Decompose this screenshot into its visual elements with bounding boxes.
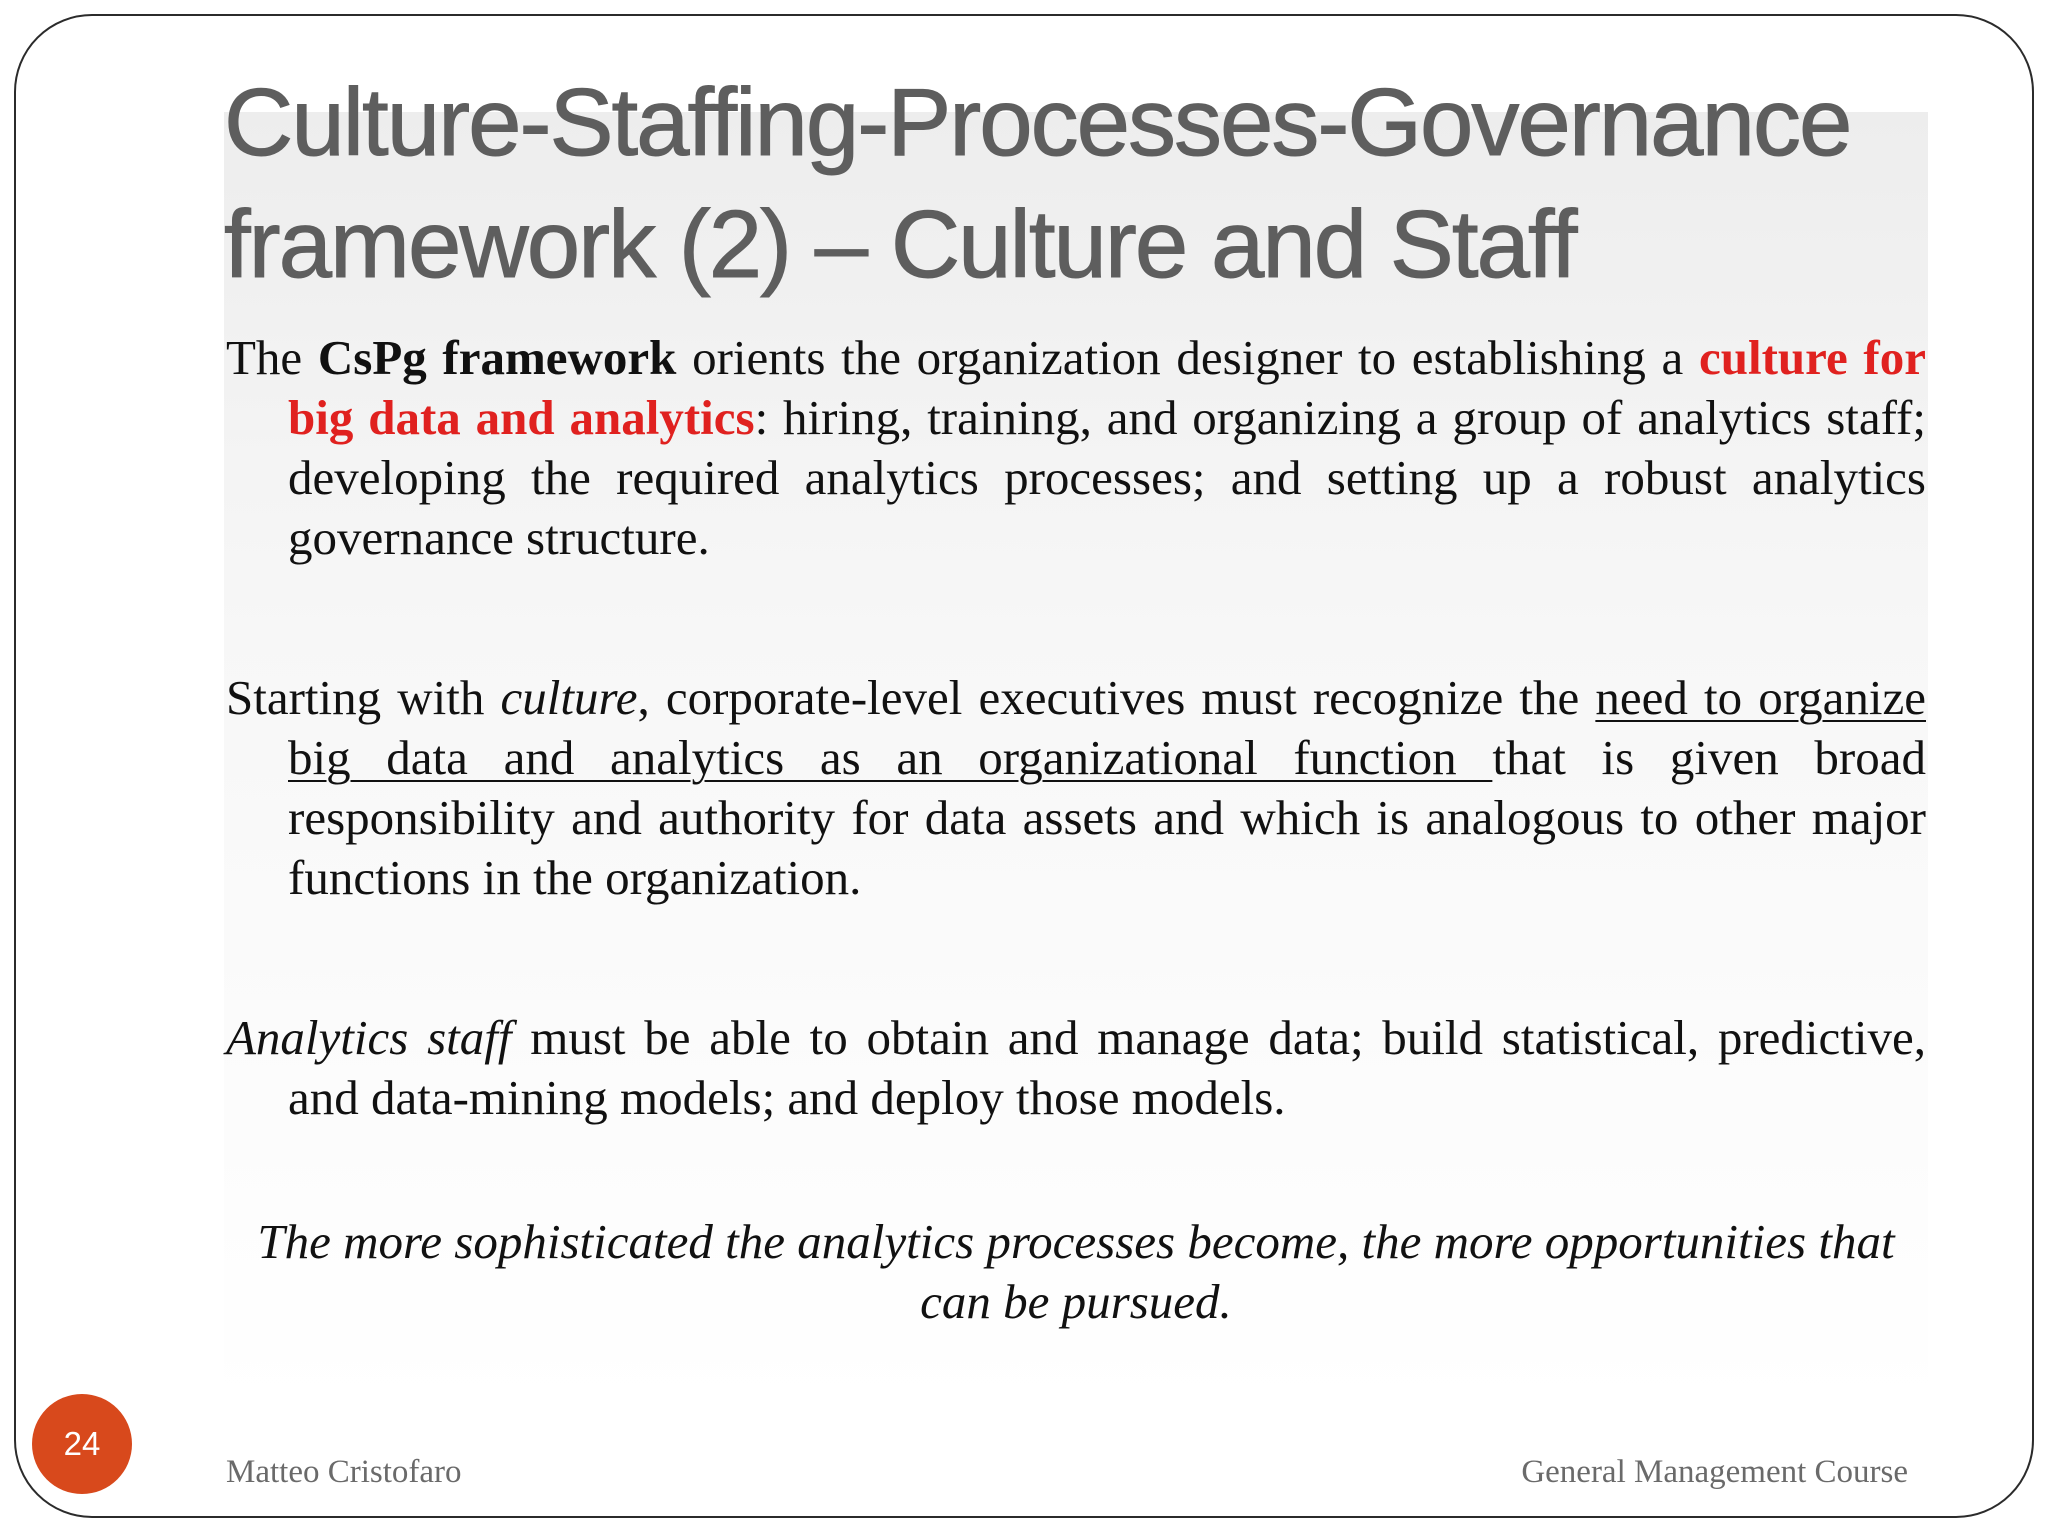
paragraph-analytics-staff [226,1008,1926,1128]
highlighted-phrase: culture for big data and analytics [288,330,1926,445]
quote-line-2: can be pursued. [920,1274,1232,1329]
paragraph-text: : hiring, training, and organizing a group of analytics staff; developing the required analytics processes; and setting up a robust analytics governance structure. [288,390,1926,565]
paragraph-text: orients the organization designer to establishing a [676,330,1699,385]
paragraph-cspg-framework [226,328,1926,568]
paragraph-text: The [226,330,318,385]
slide-title-line-2: framework (2) – Culture and Staff [224,191,1576,298]
paragraph-culture [226,668,1926,908]
bold-term: CsPg framework [317,330,677,385]
footer-course: General Management Course [1521,1454,1908,1490]
italic-term: culture [500,670,638,725]
paragraph-text: must be able to obtain and manage data; build statistical, predictive, and data-mining models; and deploy those models. [288,1010,1926,1125]
closing-quote [226,1212,1926,1332]
slide-title-line-1: Culture-Staffing-Processes-Governance [224,69,1851,176]
footer-author: Matteo Cristofaro [226,1454,462,1490]
slide-title [224,62,1984,306]
underlined-phrase: need to organize big data and analytics as an organizational function [288,670,1926,785]
italic-term: Analytics staff [226,1010,512,1065]
quote-line-1: The more sophisticated the analytics processes become, the more opportunities that [257,1214,1895,1269]
slide-number-badge: 24 [32,1394,132,1494]
paragraph-text: , corporate-level executives must recognize the [637,670,1596,725]
paragraph-text: Starting with [226,670,501,725]
slide-body [226,328,1926,1128]
paragraph-text: that is given broad responsibility and authority for data assets and which is analogous to other major functions in the organization. [288,730,1927,905]
